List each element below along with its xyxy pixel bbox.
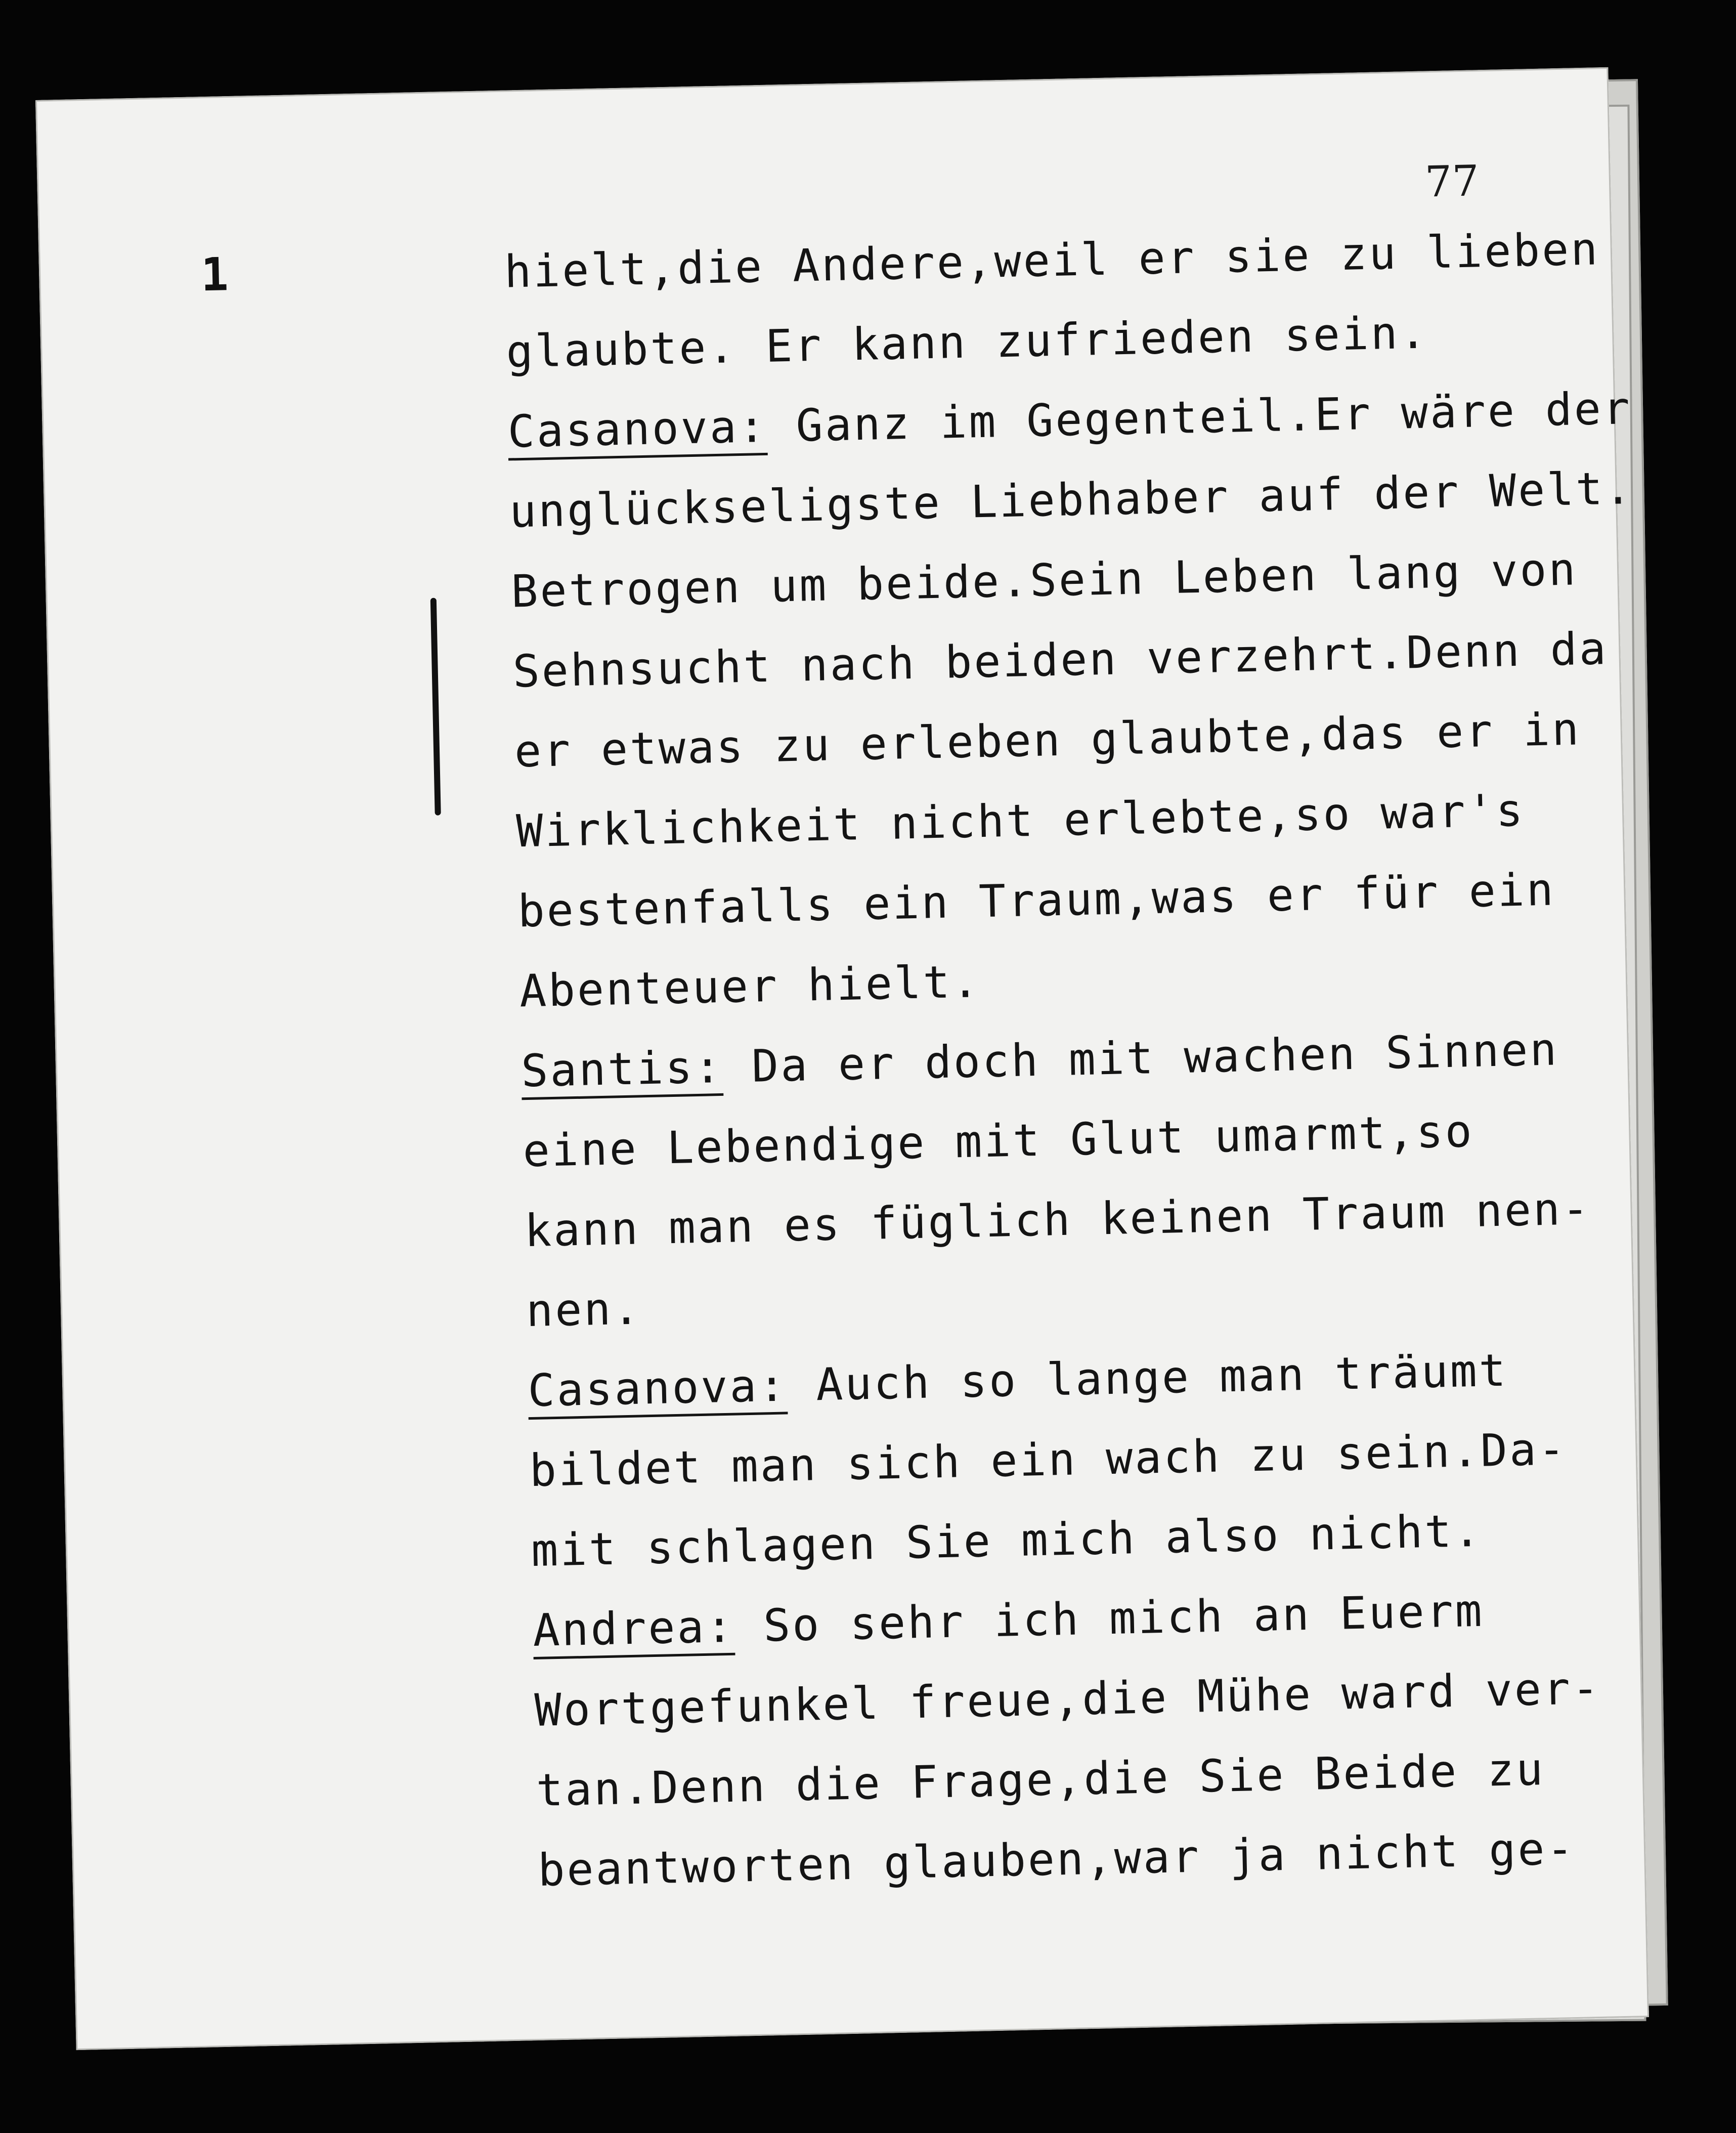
speech-text: Ganz im Gegenteil.Er wäre der xyxy=(766,382,1632,452)
text-line: glaubte. Er kann zufrieden sein. xyxy=(505,306,1429,378)
text-line: Wirklichkeit nicht erlebte,so war's xyxy=(515,784,1526,858)
text-line: Wortgefunkel freue,die Mühe ward ver- xyxy=(534,1661,1601,1737)
speaker-name: Andrea: xyxy=(532,1600,735,1657)
text-line: tan.Denn die Frage,die Sie Beide zu xyxy=(536,1743,1546,1816)
speaker-name: Casanova: xyxy=(507,400,768,458)
text-line: eine Lebendige mit Glut umarmt,so xyxy=(522,1104,1474,1177)
text-line: Abenteuer hielt. xyxy=(518,955,981,1017)
text-line: er etwas zu erleben glaubte,das er in xyxy=(514,703,1582,778)
margin-line-mark xyxy=(430,598,441,816)
speaker-name: Santis: xyxy=(520,1040,724,1097)
speaker-name: Casanova: xyxy=(527,1359,788,1417)
text-line: nen. xyxy=(526,1282,642,1337)
text-line: Sehnsucht nach beiden verzehrt.Denn da xyxy=(512,622,1609,698)
speech-text: Da er doch mit wachen Sinnen xyxy=(722,1023,1559,1093)
text-line: hielt,die Andere,weil er sie zu lieben xyxy=(504,223,1600,298)
speech-text: So sehr ich mich an Euerm xyxy=(734,1584,1485,1652)
text-line: unglückseligste Liebhaber auf der Welt. xyxy=(509,462,1634,538)
typewritten-page xyxy=(35,67,1649,2050)
text-line: mit schlagen Sie mich also nicht. xyxy=(531,1504,1483,1577)
text-line: kann man es füglich keinen Traum nen- xyxy=(524,1182,1591,1257)
dialogue-text xyxy=(504,211,1634,1910)
text-line: bildet man sich ein wach zu sein.Da- xyxy=(529,1423,1568,1497)
text-line: bestenfalls ein Traum,was er für ein xyxy=(517,863,1556,937)
text-line: Betrogen um beide.Sein Leben lang von xyxy=(510,543,1578,618)
margin-mark: 1 xyxy=(200,248,229,302)
page-number: 77 xyxy=(1424,156,1480,207)
text-line: beantworten glauben,war ja nicht ge- xyxy=(537,1822,1576,1896)
speech-text: Auch so lange man träumt xyxy=(787,1344,1508,1412)
